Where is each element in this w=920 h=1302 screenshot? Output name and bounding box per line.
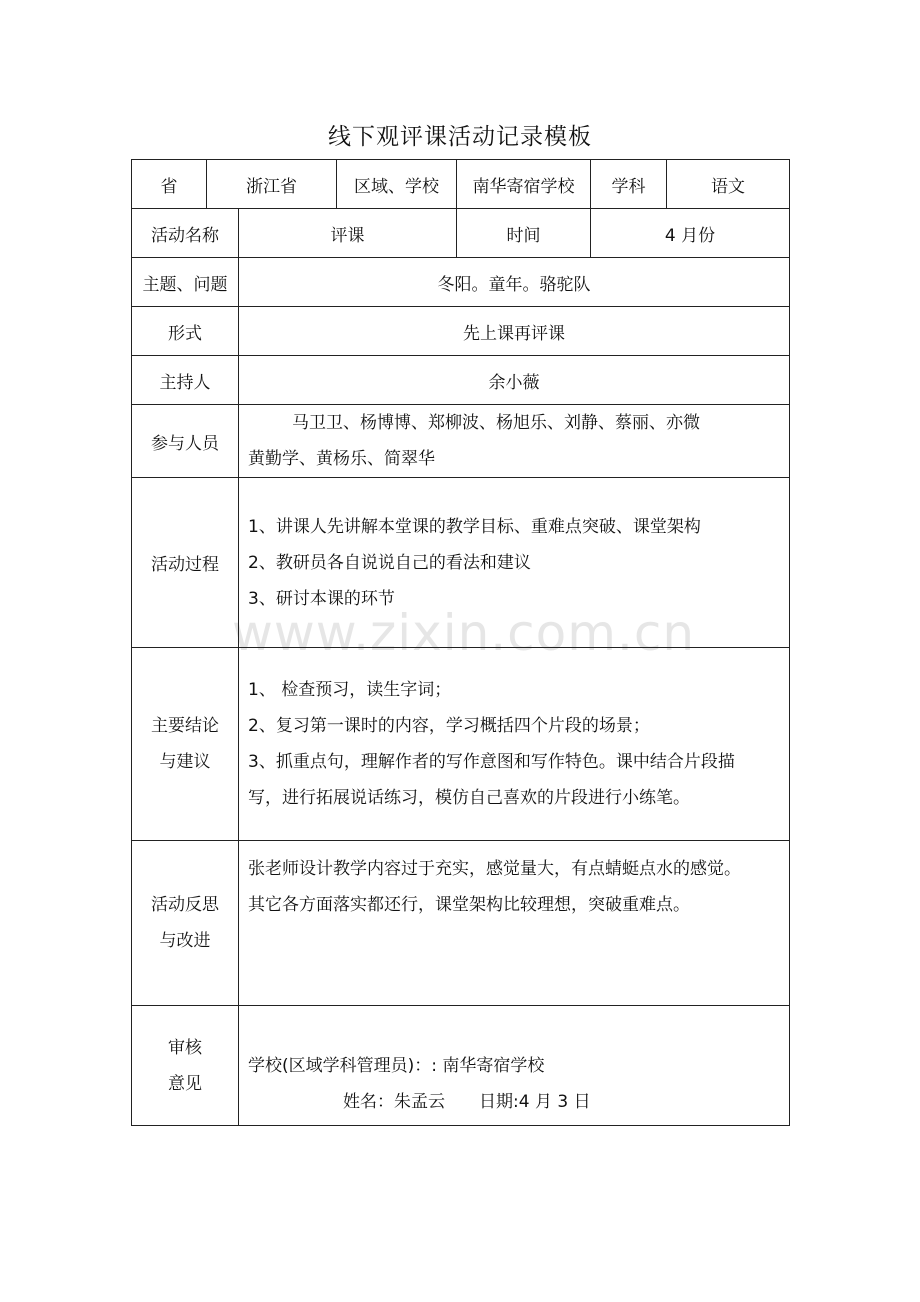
- form-label: 形式: [132, 307, 239, 356]
- conclusion-item: 3、抓重点句，理解作者的写作意图和写作特色。课中结合片段描: [248, 752, 735, 772]
- conclusion-item: 2、复习第一课时的内容，学习概括四个片段的场景；: [248, 716, 650, 736]
- form-value: 先上课再评课: [239, 307, 790, 356]
- process-item: 3、研讨本课的环节: [248, 588, 395, 609]
- area-value: 南华寄宿学校: [457, 160, 591, 209]
- record-table: [131, 159, 790, 1126]
- time-value: 4 月份: [591, 209, 790, 258]
- reflection-value: [239, 841, 790, 1006]
- conclusion-label-line-1: 主要结论: [151, 716, 219, 736]
- activity-name-label: 活动名称: [132, 209, 239, 258]
- activity-name-value: 评课: [239, 209, 457, 258]
- province-label: 省: [132, 160, 207, 209]
- reflection-item: 张老师设计教学内容过于充实，感觉量大，有点蜻蜓点水的感觉。: [248, 859, 741, 879]
- participants-value: [239, 405, 790, 478]
- conclusion-label: [132, 648, 239, 841]
- participants-label: 参与人员: [132, 405, 239, 478]
- process-item: 2、教研员各自说说自己的看法和建议: [248, 552, 531, 573]
- review-school-line: 学校(区域学科管理员)：: 南华寄宿学校: [248, 1056, 545, 1076]
- process-item: 1、讲课人先讲解本堂课的教学目标、重难点突破、课堂架构: [248, 516, 701, 537]
- review-label-line-1: 审核: [168, 1037, 202, 1058]
- time-label: 时间: [457, 209, 591, 258]
- topic-label: 主题、问题: [132, 258, 239, 307]
- page-title: 线下观评课活动记录模板: [328, 124, 592, 150]
- process-label: 活动过程: [132, 478, 239, 648]
- topic-value: 冬阳。童年。骆驼队: [239, 258, 790, 307]
- watermark: www.zixin.com.cn: [232, 604, 696, 662]
- conclusion-label-line-2: 与建议: [159, 752, 211, 772]
- host-label: 主持人: [132, 356, 239, 405]
- reflection-item: 其它各方面落实都还行，课堂架构比较理想，突破重难点。: [248, 895, 690, 915]
- reflection-label: [132, 841, 239, 1006]
- area-label: 区域、学校: [337, 160, 457, 209]
- reflection-label-line-2: 与改进: [159, 931, 211, 951]
- review-name: 姓名：朱孟云: [343, 1092, 445, 1112]
- conclusion-item: 1、 检查预习，读生字词；: [248, 680, 452, 700]
- participants-line-2: 黄勤学、黄杨乐、简翠华: [248, 449, 435, 469]
- subject-value: 语文: [667, 160, 790, 209]
- review-date: 日期:4 月 3 日: [479, 1092, 591, 1112]
- process-value: [239, 478, 790, 648]
- review-signature-line: [248, 1084, 785, 1120]
- participants-line-1: 马卫卫、杨博博、郑柳波、杨旭乐、刘静、蔡丽、亦微: [292, 413, 700, 433]
- review-value: [239, 1006, 790, 1126]
- review-label: [132, 1006, 239, 1126]
- reflection-label-line-1: 活动反思: [151, 895, 219, 915]
- host-value: 余小薇: [239, 356, 790, 405]
- province-value: 浙江省: [207, 160, 337, 209]
- conclusion-value: [239, 648, 790, 841]
- conclusion-item: 写，进行拓展说话练习，模仿自己喜欢的片段进行小练笔。: [248, 788, 690, 808]
- review-label-line-2: 意见: [168, 1073, 202, 1094]
- subject-label: 学科: [591, 160, 667, 209]
